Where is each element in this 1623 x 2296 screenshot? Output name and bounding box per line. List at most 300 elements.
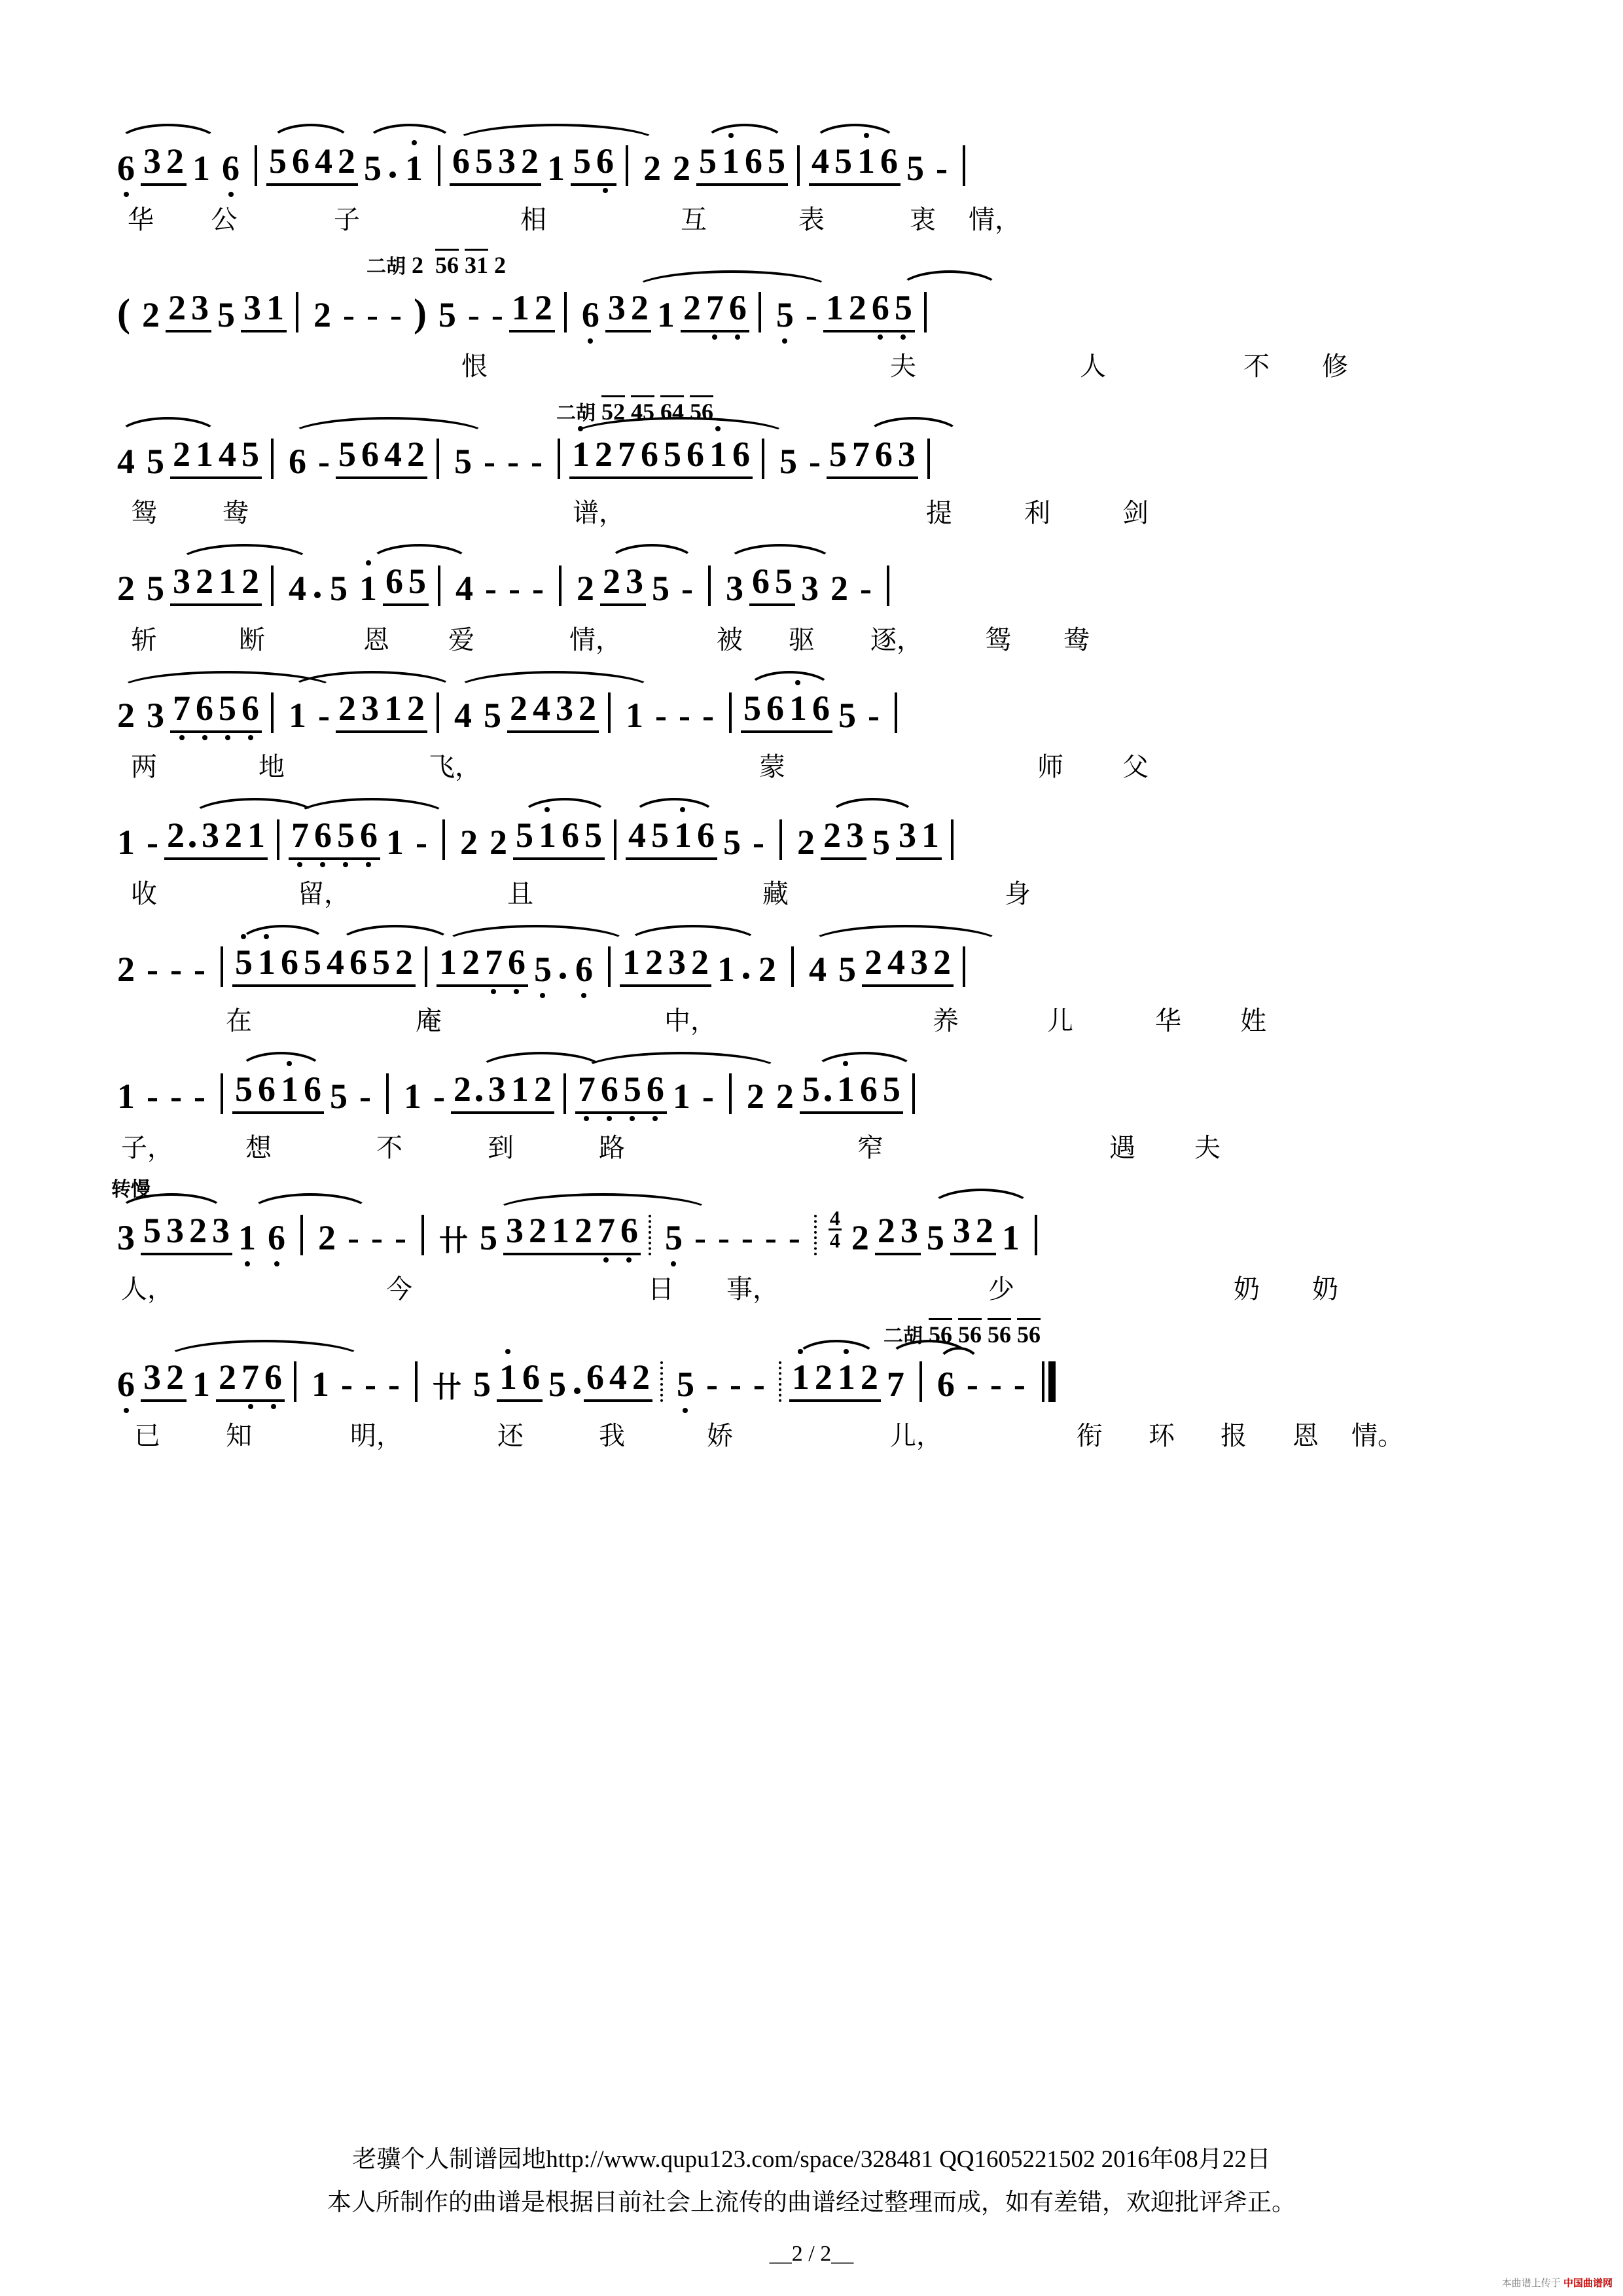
- note: 2: [224, 816, 242, 855]
- measure: [809, 143, 954, 188]
- note: 7: [289, 817, 312, 853]
- note: 2: [117, 569, 135, 608]
- notation-line: [111, 132, 1512, 188]
- note: 7: [851, 435, 870, 474]
- measure: 3 6 5 3 2 -: [720, 564, 878, 609]
- note: 5: [838, 696, 856, 735]
- note: 6: [216, 151, 245, 186]
- barline: [708, 565, 711, 606]
- note: 6: [111, 1367, 141, 1402]
- measure: 5 - - - - -: [659, 1220, 806, 1258]
- measure: 2 - - - ): [308, 293, 433, 335]
- note: 4: [383, 435, 402, 474]
- note: 3: [201, 816, 219, 855]
- barline: [438, 565, 440, 606]
- lyrics-line: 收 留， 且 藏 身: [131, 879, 1031, 908]
- measure: [232, 944, 416, 990]
- music-system: [111, 1046, 1512, 1161]
- note: 1: [266, 288, 284, 327]
- note: 4: [455, 569, 473, 608]
- note: 1: [825, 288, 844, 327]
- measure: [111, 143, 245, 188]
- barline: [564, 292, 567, 332]
- note: 5: [232, 944, 255, 980]
- barline: [415, 1361, 418, 1402]
- erhu-cue: 二胡 52 45 64 56: [556, 395, 713, 425]
- note: 5: [743, 689, 761, 728]
- note: 1: [385, 823, 404, 862]
- note: 5: [473, 1365, 491, 1404]
- note: 2: [796, 823, 815, 862]
- note: 6: [505, 944, 528, 980]
- note: 6: [280, 942, 298, 982]
- note: 2: [461, 942, 480, 982]
- note: 6: [644, 1071, 667, 1107]
- erhu-cue: 二胡 2 56 31 2: [366, 249, 506, 279]
- barline: [608, 692, 611, 733]
- page-number: __2 / 2__: [769, 2242, 854, 2266]
- note: 3: [243, 288, 261, 327]
- music-system: [111, 391, 1512, 526]
- note: 2: [533, 1069, 552, 1109]
- note: 1: [547, 149, 565, 188]
- note: 5: [906, 149, 924, 188]
- note: 6: [586, 1357, 604, 1397]
- tempo-mark: 转慢: [111, 1179, 151, 1200]
- note: 6: [936, 1365, 955, 1404]
- note: 1: [511, 288, 529, 327]
- note: 6: [880, 141, 898, 181]
- paren: ): [413, 291, 427, 334]
- note: 5: [621, 1071, 644, 1107]
- note: 5: [768, 141, 785, 181]
- note: 5: [334, 817, 357, 853]
- music-system: [111, 538, 1512, 653]
- notation-line: [111, 933, 1512, 990]
- note: 7: [704, 290, 726, 325]
- measure: 4 5 1 6 5 -: [626, 817, 770, 863]
- watermark-site: 中国曲谱网: [1563, 2278, 1613, 2289]
- barline: [221, 946, 223, 987]
- note: 7: [575, 1071, 598, 1107]
- barline: [558, 439, 560, 479]
- note: 3: [952, 1211, 971, 1250]
- note: 3: [607, 288, 626, 327]
- measure: [789, 1359, 910, 1405]
- measure: 1 - - -: [306, 1367, 406, 1405]
- lyrics-line: 斩 断 恩 爱 情， 被 驱 逐， 鸳 鸯: [131, 625, 1090, 655]
- note: 2: [168, 288, 186, 327]
- note: 3: [897, 435, 916, 474]
- notation-line: [111, 425, 1512, 482]
- measure: 6 - 5 6 4 2: [283, 437, 427, 482]
- note: 1: [399, 151, 429, 186]
- measure: [433, 1213, 641, 1258]
- barline: [951, 819, 954, 860]
- note: 1: [289, 696, 306, 735]
- note: 3: [173, 562, 190, 601]
- note: 5: [329, 1077, 348, 1116]
- note: 3: [800, 569, 819, 608]
- measure: [454, 817, 605, 863]
- lyrics-line: 在 庵 中， 养 儿 华 姓: [226, 1006, 1266, 1035]
- note: 1: [672, 1077, 690, 1116]
- note: 6: [561, 816, 579, 855]
- note: 2: [632, 1357, 650, 1397]
- measure: [111, 564, 262, 609]
- note: 1: [569, 437, 592, 472]
- music-system: [111, 1173, 1512, 1302]
- barline: [255, 145, 257, 186]
- note: 3: [361, 689, 379, 728]
- note: 1: [255, 944, 278, 980]
- note: 6: [732, 435, 750, 474]
- note: 1: [536, 817, 559, 853]
- note: 3: [147, 696, 164, 735]
- note: 4: [628, 816, 646, 855]
- barline: [779, 819, 782, 860]
- note: 6: [292, 141, 310, 181]
- note: 5: [515, 816, 533, 855]
- barline: [626, 145, 628, 186]
- note: 3: [117, 1218, 135, 1257]
- note: 3: [910, 942, 928, 982]
- note: 2: [521, 141, 539, 181]
- note: 5: [802, 1069, 820, 1109]
- lyrics-line: 两 地 飞， 蒙 师 父: [131, 752, 1149, 781]
- note: 2: [318, 1218, 336, 1257]
- barline: [1035, 1215, 1037, 1255]
- note: 2: [851, 1218, 869, 1257]
- lyrics-line: 鸳 鸯 谱， 提 利 剑: [131, 498, 1149, 528]
- note: 2: [864, 942, 882, 982]
- barline: [887, 565, 889, 606]
- measure: 1 - 2 3 1 2: [283, 691, 427, 736]
- meter-mark: 卄: [432, 1371, 461, 1403]
- note: 5: [217, 295, 235, 334]
- note: 5: [651, 816, 669, 855]
- note: 2: [933, 942, 951, 982]
- measure: 1 - 2 3 2 1: [111, 817, 268, 863]
- note: 6: [726, 290, 749, 325]
- note: 5: [548, 1365, 566, 1404]
- notation-line: [111, 1060, 1512, 1117]
- notation-line: [111, 279, 1512, 335]
- note: 5: [147, 569, 164, 608]
- note: 5: [528, 952, 558, 987]
- barline: [797, 145, 800, 186]
- note: 2: [117, 950, 135, 989]
- note: 4: [887, 942, 905, 982]
- measure: [437, 944, 599, 990]
- barline: [438, 145, 440, 186]
- note: 1: [921, 816, 939, 855]
- measure: 1 - - -: [620, 698, 720, 736]
- note: 6: [303, 1069, 321, 1109]
- barline: [729, 1073, 732, 1114]
- note: 2: [453, 1069, 471, 1109]
- note: 2: [645, 942, 663, 982]
- note: 6: [357, 817, 380, 853]
- measure: [620, 944, 782, 990]
- note: 1: [717, 950, 735, 989]
- erhu-cue: 二胡 56 56 56 56: [883, 1318, 1041, 1348]
- note: 5: [143, 1211, 161, 1250]
- note: 2: [848, 288, 866, 327]
- barline: [758, 292, 761, 332]
- note: 2: [830, 569, 848, 608]
- music-system: [111, 792, 1512, 907]
- note: 1: [551, 1211, 569, 1250]
- dotted-barline: [779, 1361, 781, 1402]
- note: 3: [555, 689, 573, 728]
- note: 1: [117, 823, 135, 862]
- music-system: [111, 919, 1512, 1034]
- lyrics-line: 子， 想 不 到 路 窄 遇 夫: [121, 1133, 1221, 1162]
- note: 2: [574, 1211, 592, 1250]
- paren: (: [117, 291, 130, 334]
- note: 1: [117, 1077, 135, 1116]
- barline: [296, 292, 298, 332]
- note: 3: [212, 1211, 230, 1250]
- note: 6: [262, 1359, 285, 1395]
- notation-line: [111, 552, 1512, 609]
- note: 1: [312, 1365, 329, 1404]
- note: 3: [668, 942, 686, 982]
- note: 5: [699, 141, 717, 181]
- note: 5: [269, 141, 287, 181]
- note: 4: [454, 696, 472, 735]
- barline: [729, 692, 732, 733]
- note: 6: [349, 942, 367, 982]
- measure: [637, 143, 788, 188]
- note: 3: [166, 1211, 184, 1250]
- dotted-barline: [649, 1215, 651, 1255]
- note: 2: [406, 689, 425, 728]
- note: 5: [892, 290, 915, 325]
- note: 5: [829, 435, 847, 474]
- barline: [963, 145, 965, 186]
- note: 5: [234, 1069, 253, 1109]
- note: 3: [505, 1211, 524, 1250]
- note: 2: [173, 435, 190, 474]
- dotted-barline: [814, 1215, 817, 1255]
- measure: 2 2 3 5 -: [571, 564, 699, 609]
- note: 5: [838, 950, 856, 989]
- note: 4: [609, 1357, 627, 1397]
- note: 2: [975, 1211, 993, 1250]
- note: 1: [192, 149, 210, 188]
- note: 2: [823, 816, 841, 855]
- note: 1: [707, 437, 730, 472]
- note: 5: [770, 297, 800, 332]
- note: 5: [372, 942, 390, 982]
- note: 6: [312, 817, 334, 853]
- note: 4: [326, 942, 344, 982]
- note: 7: [170, 691, 193, 726]
- note: 5: [882, 1069, 901, 1109]
- note: 2: [576, 569, 594, 608]
- sustain-dash: -: [936, 149, 948, 188]
- note: 6: [262, 1220, 291, 1255]
- lyrics-line: 恨 夫 人 不 修: [461, 351, 1348, 381]
- note: 6: [111, 151, 141, 186]
- note: 1: [1001, 1218, 1020, 1257]
- barline: [559, 565, 562, 606]
- note: 4: [812, 141, 829, 181]
- barline: [300, 1215, 303, 1255]
- note: 1: [625, 696, 643, 735]
- note: 7: [239, 1359, 262, 1395]
- barline: [437, 439, 439, 479]
- note: 1: [219, 562, 236, 601]
- music-system: [111, 1314, 1512, 1449]
- note: 1: [855, 143, 878, 179]
- lyrics-line: 人， 今 日 事， 少 奶 奶: [121, 1274, 1338, 1304]
- note: 1: [196, 435, 213, 474]
- note: 2: [690, 942, 709, 982]
- note: 1: [438, 942, 457, 982]
- barline: [614, 819, 616, 860]
- measure: [111, 691, 262, 736]
- note: 4: [219, 435, 236, 474]
- music-system: [111, 245, 1512, 380]
- note: 3: [143, 1357, 161, 1397]
- note: 5: [774, 562, 793, 601]
- measure: [283, 564, 429, 609]
- note: 2: [602, 562, 620, 601]
- measure: [791, 817, 942, 863]
- footer: [0, 2139, 1623, 2217]
- barline: [963, 946, 965, 987]
- barline: [791, 946, 794, 987]
- note: 1: [789, 1359, 812, 1395]
- note: 5: [834, 141, 852, 181]
- watermark: [1502, 2276, 1613, 2289]
- note: 6: [640, 435, 658, 474]
- measure: [803, 944, 954, 990]
- note: 2: [509, 689, 527, 728]
- note: 1: [247, 816, 265, 855]
- note: 2: [683, 288, 701, 327]
- measure: [427, 1359, 652, 1405]
- note: 5: [330, 569, 348, 608]
- barline: [425, 946, 427, 987]
- note: 6: [869, 290, 892, 325]
- note: 6: [874, 435, 893, 474]
- note: 4: [289, 569, 306, 608]
- note: 6: [745, 141, 762, 181]
- note: 6: [696, 816, 715, 855]
- note: 7: [482, 944, 505, 980]
- note: 2: [189, 1211, 207, 1250]
- note: 6: [766, 689, 784, 728]
- note: 3: [625, 562, 643, 601]
- note: 1: [787, 691, 810, 726]
- note: 6: [522, 1357, 540, 1397]
- music-system: [111, 98, 1512, 233]
- barline: [271, 565, 274, 606]
- note: 2: [594, 435, 613, 474]
- barline: [563, 1073, 566, 1114]
- note: 2: [117, 696, 135, 735]
- note: 1: [622, 942, 640, 982]
- measure: 5 - 5 7 6 3: [774, 437, 918, 482]
- measure: [825, 1208, 1026, 1258]
- note: 6: [289, 442, 306, 481]
- barline: [271, 692, 274, 733]
- note: 4: [532, 689, 550, 728]
- final-barline: [1038, 1361, 1056, 1402]
- note: 2: [578, 689, 596, 728]
- note: 3: [900, 1211, 918, 1250]
- note: 6: [598, 1071, 621, 1107]
- measure: [266, 143, 429, 188]
- note: 6: [569, 952, 599, 987]
- note: 2: [489, 823, 507, 862]
- barline: [608, 946, 611, 987]
- note: 2: [459, 823, 478, 862]
- note: 2: [630, 288, 649, 327]
- time-signature: 4 4: [829, 1206, 840, 1252]
- barline: [437, 692, 439, 733]
- note: 2: [166, 1357, 184, 1397]
- watermark-note: 本曲谱上传于: [1501, 2278, 1561, 2289]
- note: 6: [594, 143, 616, 179]
- note: 3: [725, 569, 743, 608]
- note: 1: [510, 1069, 529, 1109]
- music-system: [111, 665, 1512, 780]
- measure: [569, 437, 753, 482]
- note: 1: [835, 1359, 858, 1395]
- measure: [741, 1071, 903, 1117]
- barline: [927, 439, 930, 479]
- measure: 5 6 1 6 5 -: [741, 691, 885, 736]
- note: 6: [751, 562, 770, 601]
- barline: [762, 439, 764, 479]
- note: 5: [872, 823, 890, 862]
- measure: [576, 290, 749, 335]
- note: 2: [395, 942, 413, 982]
- footer-note: 本人所制作的曲谱是根据目前社会上流传的曲谱经过整理而成，如有差错，欢迎批评斧正。: [327, 2189, 1296, 2216]
- note: 1: [353, 571, 383, 606]
- measure: 4 - - -: [450, 571, 550, 609]
- measure: 7 6 5 6 1 -: [289, 817, 433, 863]
- note: 3: [498, 141, 516, 181]
- note: 7: [617, 435, 635, 474]
- lyrics-line: 华 公 子 相 互 表 衷 情，: [128, 205, 1021, 234]
- note: 2: [313, 295, 331, 334]
- note: 5: [651, 569, 669, 608]
- notation-line: [111, 1202, 1512, 1258]
- note: 1: [834, 1071, 857, 1107]
- measure: [111, 290, 287, 335]
- notation-line: [111, 806, 1512, 863]
- note: 5: [408, 562, 426, 601]
- barline: [421, 1215, 424, 1255]
- barline: [912, 1073, 915, 1114]
- note: 5: [241, 435, 259, 474]
- note: 2: [877, 1211, 895, 1250]
- note: 2: [406, 435, 425, 474]
- note: 2: [814, 1357, 832, 1397]
- measure: [448, 691, 599, 736]
- measure: [111, 1359, 285, 1405]
- note: 2: [338, 689, 356, 728]
- note: 3: [846, 816, 864, 855]
- note: 3: [190, 288, 209, 327]
- note: 6: [452, 141, 470, 181]
